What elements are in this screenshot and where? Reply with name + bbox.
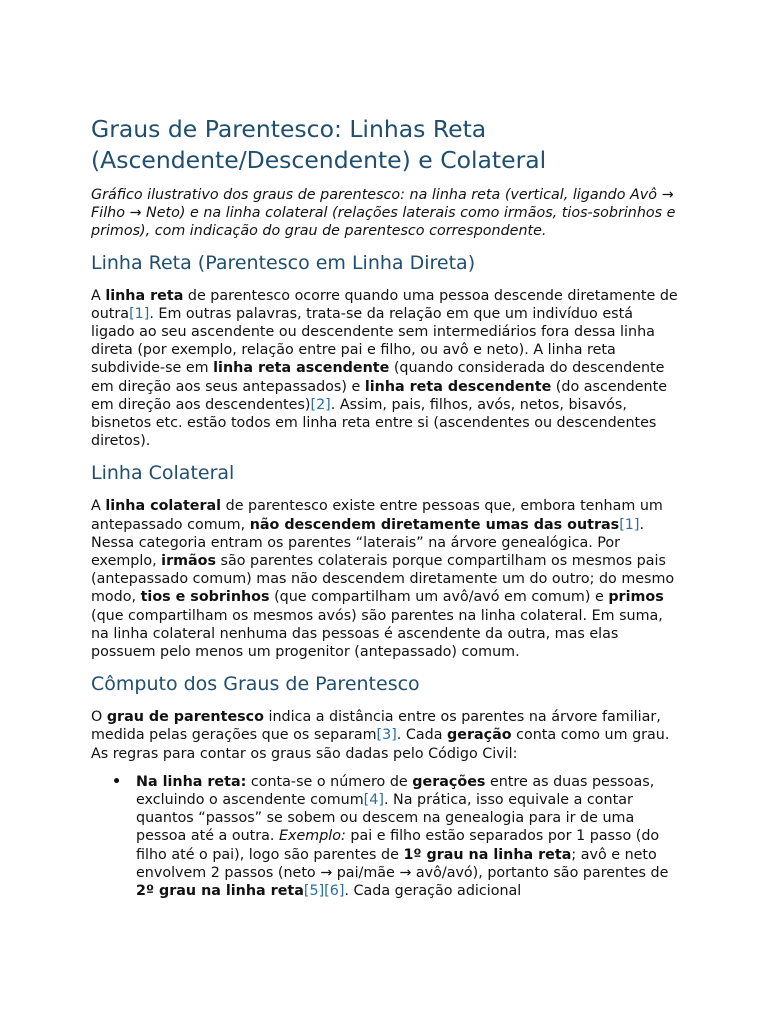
bold-term: 2º grau na linha reta xyxy=(136,883,304,900)
paragraph-computo xyxy=(91,708,681,763)
text: são parentes colaterais porque compartilham os mesmos pais (antepassado comum) mas não descendem diretamente um do outro; do mesmo modo, xyxy=(91,553,675,606)
bold-term: linha reta ascendente xyxy=(213,360,390,377)
bold-term: geração xyxy=(447,727,512,744)
reference-link[interactable]: [3] xyxy=(376,727,397,744)
list-item xyxy=(112,773,681,900)
bold-term: linha reta descendente xyxy=(364,378,552,395)
text: entre as duas pessoas, excluindo o ascendente comum xyxy=(136,773,655,809)
bold-term: linha colateral xyxy=(105,498,222,515)
bold-term: linha reta xyxy=(105,287,184,304)
text: O xyxy=(91,709,107,726)
reference-link[interactable]: [4] xyxy=(363,792,384,809)
text: A xyxy=(91,287,106,304)
text: (do ascendente em direção aos descendentes) xyxy=(91,378,668,413)
text: . Em outras palavras, trata-se da relação em que um indivíduo está ligado ao seu ascendente ou descendente sem intermediários fora dessa linha direta (por exemplo, relação entre pai e filho, ou avô e neto). A linha reta subdivide-se em xyxy=(91,305,655,377)
bold-term: gerações xyxy=(412,773,486,790)
page-title: Graus de Parentesco: Linhas Reta (Ascendente/Descendente) e Colateral xyxy=(91,115,547,174)
bold-term: não descendem diretamente umas das outras xyxy=(249,516,620,533)
text: . Na prática, isso equivale a contar quantos “passos” se sobem ou descem na genealogia para ir de uma pessoa até a outra. xyxy=(136,792,635,845)
section-heading-linha-reta: Linha Reta (Parentesco em Linha Direta) xyxy=(91,251,476,274)
reference-link[interactable]: [1] xyxy=(619,516,640,533)
reference-link[interactable]: [6] xyxy=(324,883,345,900)
text: conta-se o número de xyxy=(246,773,413,790)
reference-link[interactable]: [1] xyxy=(129,305,150,322)
bullet-icon: • xyxy=(112,773,122,790)
text: ; avô e neto envolvem 2 passos (neto → pai/mãe → avô/avó), portanto são parentes de xyxy=(136,846,669,881)
text: . Cada xyxy=(396,727,448,744)
bold-term: irmãos xyxy=(161,553,216,570)
italic-term: Exemplo: xyxy=(278,828,346,845)
section-heading-linha-colateral: Linha Colateral xyxy=(91,462,235,485)
reference-link[interactable]: [5] xyxy=(303,883,325,900)
text: (quando considerada do descendente em direção aos seus antepassados) e xyxy=(91,360,665,395)
text: de parentesco ocorre quando uma pessoa descende diretamente de outra xyxy=(91,287,678,322)
paragraph-linha-reta xyxy=(91,287,681,451)
reference-link[interactable]: [2] xyxy=(310,396,331,413)
figure-caption: Gráfico ilustrativo dos graus de parentesco: na linha reta (vertical, ligando Avô → Filho → Neto) e na linha colateral (relações laterais como irmãos, tios-sobrinhos e primos), com indicação do grau de parentesco correspondente. xyxy=(91,187,676,240)
text: . Cada geração adicional xyxy=(344,883,522,900)
rules-list xyxy=(91,773,681,900)
bold-term: Na linha reta: xyxy=(136,773,247,790)
bold-term: primos xyxy=(608,589,664,606)
text: . Nessa categoria entram os parentes “laterais” na árvore genealógica. Por exemplo, xyxy=(91,516,645,570)
section-heading-computo: Cômputo dos Graus de Parentesco xyxy=(91,673,420,696)
paragraph-linha-colateral xyxy=(91,497,681,661)
text: conta como um grau. As regras para contar os graus são dadas pelo Código Civil: xyxy=(91,727,670,762)
text: (que compartilham um avô/avó em comum) e xyxy=(269,589,609,606)
text: de parentesco existe entre pessoas que, embora tenham um antepassado comum, xyxy=(91,498,663,533)
text: indica a distância entre os parentes na árvore familiar, medida pelas gerações que os separam xyxy=(91,709,661,744)
bold-term: grau de parentesco xyxy=(106,709,264,726)
text: (que compartilham os mesmos avós) são parentes na linha colateral. Em suma, na linha colateral nenhuma das pessoas é ascendente da outra, mas elas possuem pelo menos um progenitor (antepassado) comum. xyxy=(91,607,663,661)
text: pai e filho estão separados por 1 passo (do filho até o pai), logo são parentes de xyxy=(136,828,660,863)
text: . Assim, pais, filhos, avós, netos, bisavós, bisnetos etc. estão todos em linha reta entre si (ascendentes ou descendentes diretos). xyxy=(91,396,657,450)
document-body xyxy=(91,114,681,900)
bold-term: tios e sobrinhos xyxy=(140,589,270,606)
text: A xyxy=(91,498,106,515)
bold-term: 1º grau na linha reta xyxy=(403,846,572,863)
